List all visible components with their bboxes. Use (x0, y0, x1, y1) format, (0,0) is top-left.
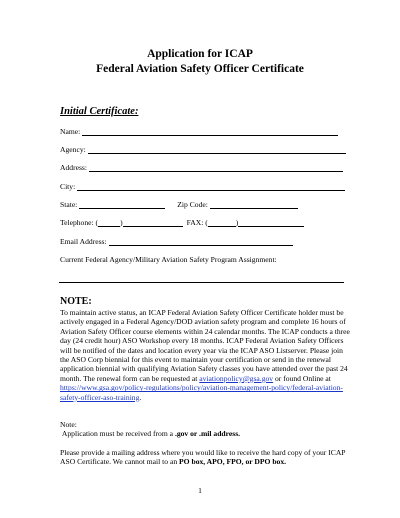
fax-label: FAX: ( (186, 218, 208, 227)
email-field[interactable] (60, 237, 293, 246)
zip-label: Zip Code: (177, 200, 208, 209)
city-input-line[interactable] (77, 183, 345, 191)
document-subtitle: Federal Aviation Safety Officer Certificate (96, 63, 304, 75)
assignment-label: Current Federal Agency/Military Aviation Safety Program Assignment: (60, 255, 277, 264)
zip-input-line[interactable] (210, 201, 298, 209)
note-text-part3: . (139, 392, 142, 402)
note2-text (60, 429, 350, 438)
name-input-line[interactable] (82, 128, 338, 136)
city-label: City: (60, 182, 76, 191)
assignment-input-line[interactable] (59, 282, 344, 283)
document-title: Application for ICAP (147, 48, 253, 60)
note2-label: Note: (60, 420, 77, 429)
state-input-line[interactable] (79, 201, 165, 209)
fax-number-line[interactable] (235, 218, 304, 227)
name-field[interactable] (60, 127, 338, 136)
state-label: State: (60, 200, 78, 209)
note2-text-bold: .gov or .mil address. (174, 429, 241, 438)
url-link[interactable]: https://www.gsa.gov/policy-regulations/policy/aviation-management-policy/federal-aviation-safety-officer-aso-training (60, 383, 343, 402)
agency-input-line[interactable] (88, 146, 346, 154)
name-label: Name: (60, 127, 81, 136)
note-paragraph (60, 308, 350, 402)
address-input-line[interactable] (89, 164, 343, 172)
telephone-paren: ) (120, 218, 123, 227)
fax-area-code-line[interactable] (208, 219, 236, 227)
note-text-part2: or found Online at (273, 373, 331, 383)
phone-fax-row (60, 218, 304, 227)
fax-paren: ) (235, 218, 239, 227)
assignment-field (60, 255, 277, 264)
mailing-text-bold: PO box, APO, FPO, or DPO box. (179, 457, 287, 467)
telephone-number-line[interactable] (123, 219, 183, 227)
email-link[interactable]: aviationpolicy@gsa.gov (199, 373, 274, 383)
note-heading: NOTE: (60, 296, 92, 307)
email-label: Email Address: (60, 237, 107, 246)
note-text-part1: To maintain active status, an ICAP Federal Aviation Safety Officer Certificate holder must be actively engaged in a Federal Agency/DOD aviation safety program and complete 16 hours of Aviation Safety Officer course elements within 24 calendar months. The ICAP conducts a three day (24 credit hour) ASO Workshop every 18 months. ICAP Federal Aviation Safety Officers will be notified of the dates and location every year via the ICAP ASO Listserver. Please join the ASO Corp biennial for this event to maintain your certification or send in the renewal application biennial with qualifying Aviation Safety classes you have attended over the past 24 month. The renewal form can be requested at (60, 308, 350, 383)
address-label: Address: (60, 163, 87, 172)
state-zip-row (60, 200, 298, 209)
telephone-area-code-line[interactable] (98, 219, 120, 227)
agency-label: Agency: (60, 145, 86, 154)
agency-field[interactable] (60, 145, 346, 154)
page-number: 1 (198, 486, 202, 495)
section-heading-initial-certificate: Initial Certificate: (60, 106, 139, 117)
telephone-label: Telephone: ( (60, 218, 99, 227)
address-field[interactable] (60, 163, 343, 172)
mailing-text-pre: Please provide a mailing address where you would like to receive the hard copy of your ICAP ASO Certificate. We cannot mail to an (60, 448, 346, 467)
mailing-paragraph (60, 448, 350, 467)
city-field[interactable] (60, 182, 345, 191)
note2-text-pre: Application must be received from a (61, 429, 175, 438)
email-input-line[interactable] (109, 238, 293, 246)
